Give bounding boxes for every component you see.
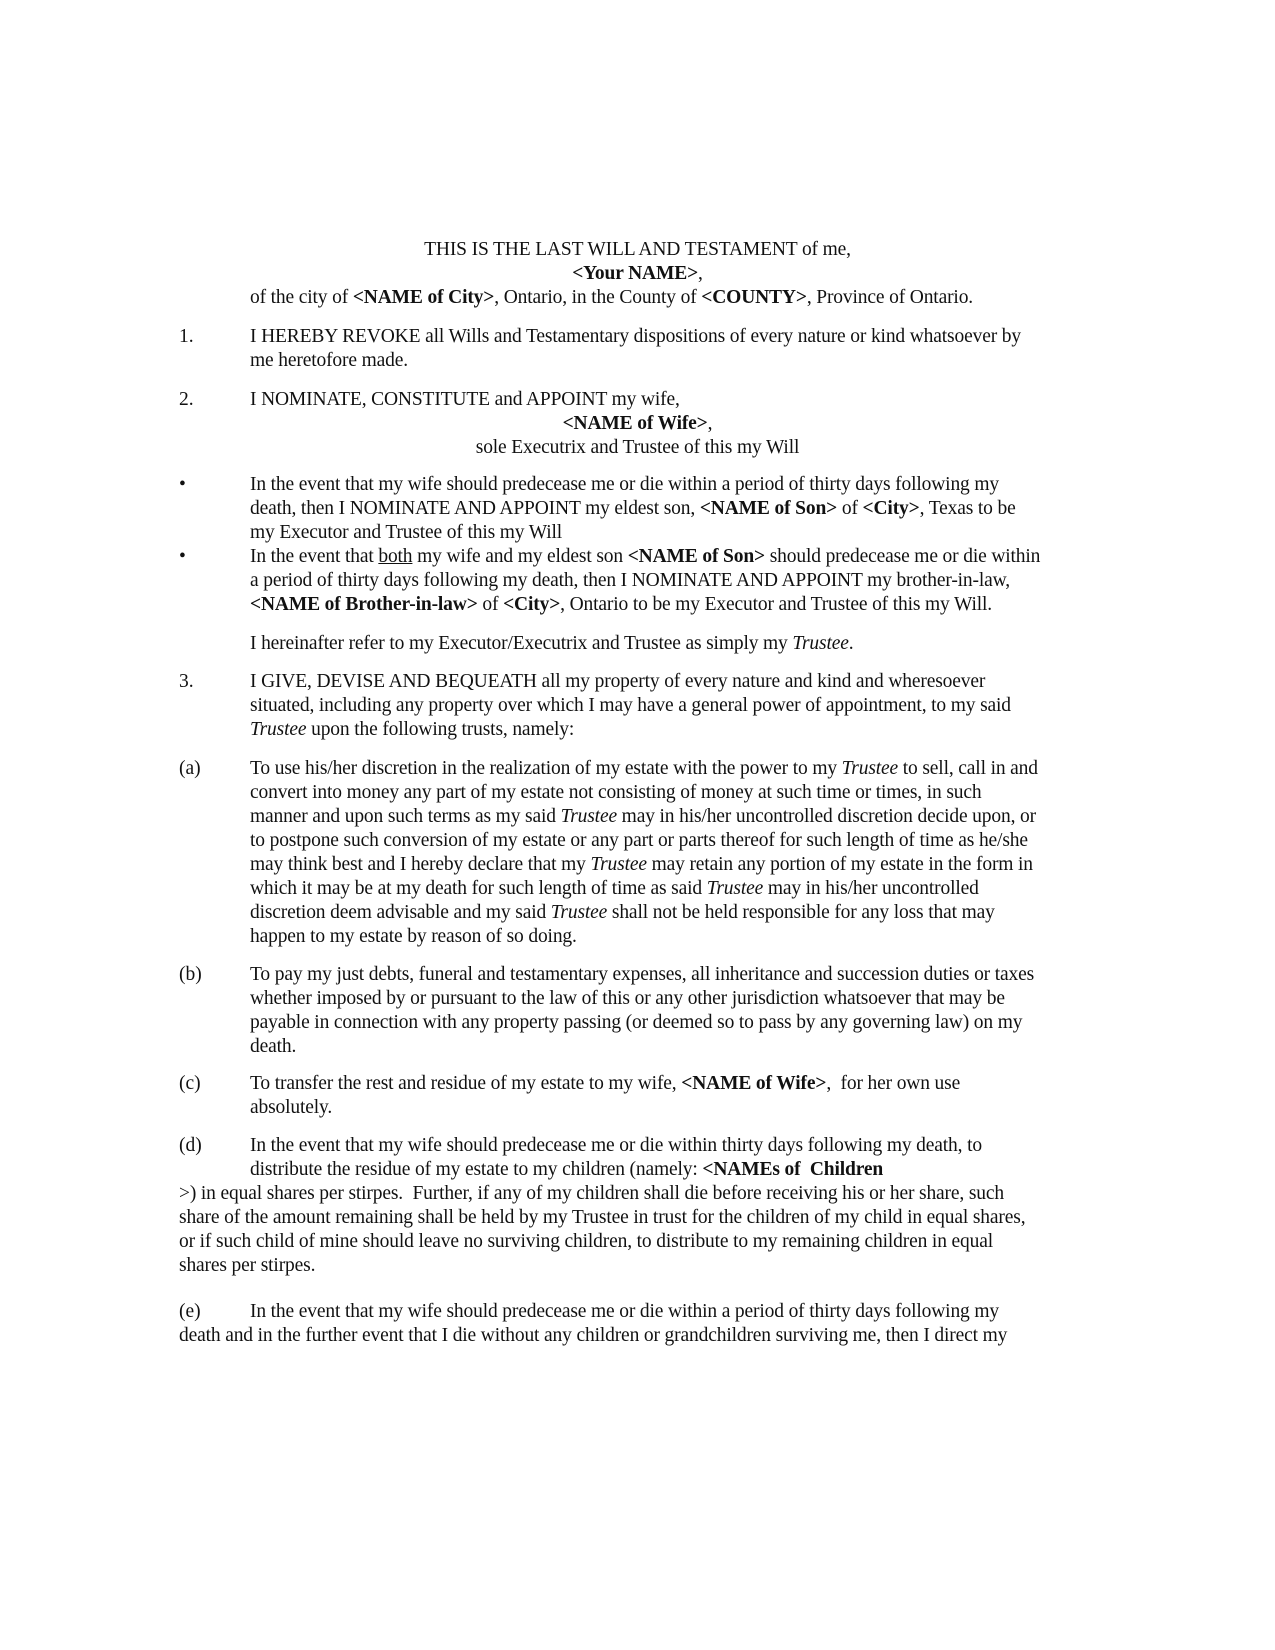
bullet-line xyxy=(250,497,1016,521)
bullet-line xyxy=(250,545,1040,569)
clause-number: 1. xyxy=(179,326,194,347)
trustee-term: Trustee xyxy=(560,806,617,827)
bullet-line: In the event that my wife should predecease me or die within a period of thirty days following my xyxy=(250,474,999,495)
wife-name-line xyxy=(0,412,1275,436)
text: of the city of xyxy=(250,287,353,308)
testator-name: <Your NAME> xyxy=(572,263,699,284)
text: , for her own use xyxy=(826,1073,961,1094)
wife-placeholder: <NAME of Wife> xyxy=(681,1073,827,1094)
sub-a-line: convert into money any part of my estate not consisting of money at such time or times, in such xyxy=(250,782,982,803)
sub-b-line: death. xyxy=(250,1036,297,1057)
punct: , xyxy=(698,263,703,284)
sub-b-line: To pay my just debts, funeral and testamentary expenses, all inheritance and succession duties or taxes xyxy=(250,964,1035,985)
clause-number: 2. xyxy=(179,389,194,410)
sub-e-line: death and in the further event that I die without any children or grandchildren surviving me, then I direct my xyxy=(179,1325,1008,1346)
bullet-icon: • xyxy=(179,546,186,567)
trustee-term: Trustee xyxy=(706,878,764,899)
clause1-line: I HEREBY REVOKE all Wills and Testamentary dispositions of every nature or kind whatsoever by xyxy=(250,326,1021,347)
text: my wife and my eldest son xyxy=(412,546,628,567)
text: may in his/her uncontrolled discretion decide upon, or xyxy=(616,806,1036,827)
text: may think best and I hereby declare that my xyxy=(250,854,591,875)
sub-a-line xyxy=(250,757,1038,781)
trustee-definition xyxy=(250,632,853,656)
text: distribute the residue of my estate to my children (namely: xyxy=(250,1159,703,1180)
bullet-line: a period of thirty days following my death, then I NOMINATE AND APPOINT my brother-in-law, xyxy=(250,570,1011,591)
text: may retain any portion of my estate in the form in xyxy=(646,854,1033,875)
text: I hereinafter refer to my Executor/Executrix and Trustee as simply my xyxy=(250,633,793,654)
city-placeholder: <City> xyxy=(503,594,561,615)
text: , Texas to be xyxy=(919,498,1016,519)
sub-label: (a) xyxy=(179,758,201,779)
trustee-term: Trustee xyxy=(250,719,307,740)
bullet-line: my Executor and Trustee of this my Will xyxy=(250,522,563,543)
text: upon the following trusts, namely: xyxy=(306,719,575,740)
trustee-term: Trustee xyxy=(792,633,849,654)
text: , Ontario, in the County of xyxy=(494,287,702,308)
text: may in his/her uncontrolled xyxy=(763,878,979,899)
sub-b-line: payable in connection with any property passing (or deemed so to pass by any governing law) on my xyxy=(250,1012,1023,1033)
children-placeholder: <NAMEs of Children xyxy=(702,1159,884,1180)
punct: . xyxy=(848,633,854,654)
testator-name-line xyxy=(0,262,1275,286)
punct: , xyxy=(707,413,713,434)
sub-a-line: to postpone such conversion of my estate or any part or parts thereof for such length of time as he/she xyxy=(250,830,1028,851)
clause1-line: me heretofore made. xyxy=(250,350,408,371)
underlined-word: both xyxy=(378,546,413,567)
sub-label: (d) xyxy=(179,1135,202,1156)
clause3-line xyxy=(250,718,574,742)
bullet-icon: • xyxy=(179,474,186,495)
sub-c-line: absolutely. xyxy=(250,1097,333,1118)
text: which it may be at my death for such length of time as said xyxy=(250,878,707,899)
text: of xyxy=(837,498,863,519)
sub-a-line xyxy=(250,877,979,901)
clause2-line: I NOMINATE, CONSTITUTE and APPOINT my wife, xyxy=(250,389,680,410)
sub-label: (c) xyxy=(179,1073,201,1094)
wife-placeholder: <NAME of Wife> xyxy=(562,413,708,434)
trustee-term: Trustee xyxy=(841,758,899,779)
text: manner and upon such terms as my said xyxy=(250,806,561,827)
son-placeholder: <NAME of Son> xyxy=(699,498,838,519)
sub-d-line: In the event that my wife should predecease me or die within thirty days following my death, to xyxy=(250,1135,982,1156)
text: shall not be held responsible for any loss that may xyxy=(607,902,995,923)
trustee-term: Trustee xyxy=(550,902,608,923)
sub-b-line: whether imposed by or pursuant to the law of this or any other jurisdiction whatsoever that may be xyxy=(250,988,1005,1009)
text: death, then I NOMINATE AND APPOINT my eldest son, xyxy=(250,498,700,519)
sub-a-line: happen to my estate by reason of so doing. xyxy=(250,926,577,947)
sub-a-line xyxy=(250,805,1036,829)
sub-a-line xyxy=(250,901,995,925)
clause2-line: sole Executrix and Trustee of this my Will xyxy=(475,437,800,458)
sub-d-line: shares per stirpes. xyxy=(179,1255,316,1276)
clause3-line: situated, including any property over which I may have a general power of appointment, to my said xyxy=(250,695,1011,716)
sub-e-line: In the event that my wife should predecease me or die within a period of thirty days following my xyxy=(250,1301,999,1322)
sub-label: (e) xyxy=(179,1301,201,1322)
city-placeholder: <City> xyxy=(862,498,920,519)
will-title: THIS IS THE LAST WILL AND TESTAMENT of me, xyxy=(424,239,851,260)
sub-d-line: >) in equal shares per stirpes. Further, if any of my children shall die before receiving his or her share, such xyxy=(179,1183,1004,1204)
text: , Ontario to be my Executor and Trustee of this my Will. xyxy=(560,594,993,615)
text: To transfer the rest and residue of my estate to my wife, xyxy=(250,1073,682,1094)
clause-number: 3. xyxy=(179,671,194,692)
clause3-line: I GIVE, DEVISE AND BEQUEATH all my property of every nature and kind and wheresoever xyxy=(250,671,986,692)
text: to sell, call in and xyxy=(898,758,1038,779)
sub-d-line: or if such child of mine should leave no surviving children, to distribute to my remaining children in equal xyxy=(179,1231,993,1252)
sub-a-line xyxy=(250,853,1033,877)
text: should predecease me or die within xyxy=(765,546,1041,567)
trustee-term: Trustee xyxy=(590,854,647,875)
residence-line xyxy=(250,286,973,310)
brother-in-law-placeholder: <NAME of Brother-in-law> xyxy=(250,594,478,615)
son-placeholder: <NAME of Son> xyxy=(627,546,766,567)
sub-label: (b) xyxy=(179,964,202,985)
bullet-line xyxy=(250,593,992,617)
text: In the event that xyxy=(250,546,379,567)
county-placeholder: <COUNTY> xyxy=(701,287,807,308)
sub-d-line: share of the amount remaining shall be held by my Trustee in trust for the children of my child in equal shares, xyxy=(179,1207,1026,1228)
text: , Province of Ontario. xyxy=(806,287,974,308)
city-placeholder: <NAME of City> xyxy=(352,287,495,308)
sub-d-line xyxy=(250,1158,883,1182)
text: of xyxy=(477,594,504,615)
text: To use his/her discretion in the realization of my estate with the power to my xyxy=(250,758,842,779)
text: discretion deem advisable and my said xyxy=(250,902,551,923)
sub-c-line xyxy=(250,1072,960,1096)
